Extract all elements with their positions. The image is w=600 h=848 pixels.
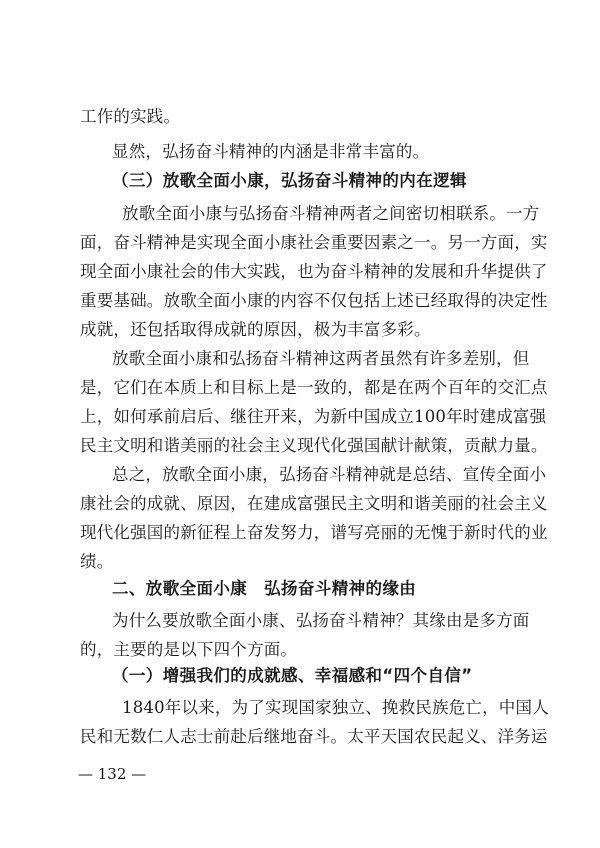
text-line: 现全面小康社会的伟大实践，也为奋斗精神的发展和升华提供了 xyxy=(80,262,548,281)
section-heading: （一）增强我们的成就感、幸福感和“四个自信” xyxy=(112,666,473,685)
text-line: 总之，放歌全面小康，弘扬奋斗精神就是总结、宣传全面小 xyxy=(112,465,547,484)
text-line: 放歌全面小康和弘扬奋斗精神这两者虽然有许多差别，但 xyxy=(112,349,530,368)
text-line: 面，奋斗精神是实现全面小康社会重要因素之一。另一方面，实 xyxy=(80,233,548,252)
text-line: 现代化强国的新征程上奋发努力，谱写亮丽的无愧于新时代的业 xyxy=(80,523,548,542)
text-line: 绩。 xyxy=(80,552,114,571)
text-line: 是，它们在本质上和目标上是一致的，都是在两个百年的交汇点 xyxy=(80,378,548,397)
section-heading: （三）放歌全面小康，弘扬奋斗精神的内在逻辑 xyxy=(112,171,467,190)
text-line: 民和无数仁人志士前赴后继地奋斗。太平天国农民起义、洋务运 xyxy=(80,727,548,746)
text-line: 康社会的成就、原因，在建成富强民主文明和谐美丽的社会主义 xyxy=(80,494,548,513)
text-line: 1840年以来，为了实现国家独立、挽救民族危亡，中国人 xyxy=(122,698,549,717)
text-line: 重要基础。放歌全面小康的内容不仅包括上述已经取得的决定性 xyxy=(80,291,548,310)
text-line: 为什么要放歌全面小康、弘扬奋斗精神？其缘由是多方面 xyxy=(112,611,530,630)
text-line: 的，主要的是以下四个方面。 xyxy=(80,640,298,659)
text-line: 工作的实践。 xyxy=(80,107,181,126)
chapter-heading: 二、放歌全面小康 弘扬奋斗精神的缘由 xyxy=(112,579,417,598)
text-line: 上，如何承前启后、继往开来，为新中国成立100年时建成富强 xyxy=(80,407,547,426)
text-line: 成就，还包括取得成就的原因，极为丰富多彩。 xyxy=(80,320,431,339)
page-number: — 132 — xyxy=(78,765,147,783)
text-line: 显然，弘扬奋斗精神的内涵是非常丰富的。 xyxy=(112,142,430,161)
text-line: 放歌全面小康与弘扬奋斗精神两者之间密切相联系。一方 xyxy=(122,204,540,223)
text-line: 民主文明和谐美丽的社会主义现代化强国献计献策，贡献力量。 xyxy=(80,436,548,455)
